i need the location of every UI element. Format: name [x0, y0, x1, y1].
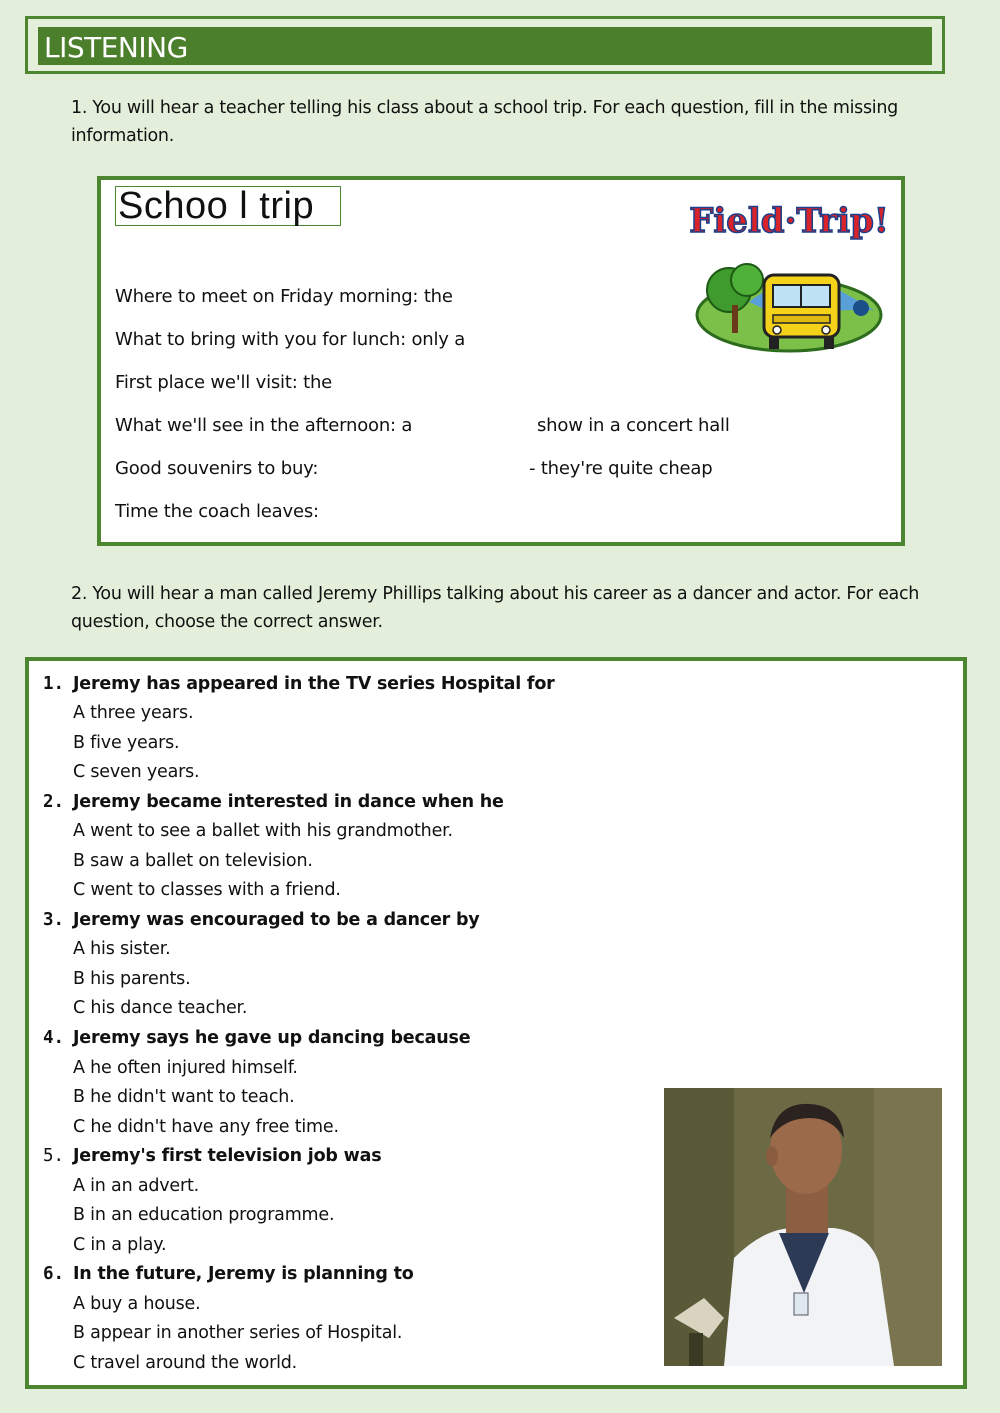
- header-frame: [25, 16, 945, 74]
- answer-option: B five years.: [73, 733, 180, 753]
- answer-option: A in an advert.: [73, 1176, 200, 1196]
- answer-option: C seven years.: [73, 762, 200, 782]
- answer-option: B his parents.: [73, 969, 191, 989]
- trip-line-4: What we'll see in the afternoon: a: [115, 415, 413, 436]
- trip-line-4-tail: show in a concert hall: [537, 415, 730, 436]
- school-trip-box: [97, 176, 905, 546]
- answer-option: C in a play.: [73, 1235, 167, 1255]
- answer-option: C went to classes with a friend.: [73, 880, 341, 900]
- field-trip-logo-text: Field·Trip!: [689, 201, 889, 241]
- question-stem: In the future, Jeremy is planning to: [73, 1264, 414, 1284]
- answer-option: A three years.: [73, 703, 194, 723]
- answer-option: A his sister.: [73, 939, 171, 959]
- questions-box: [25, 657, 967, 1389]
- answer-option: A buy a house.: [73, 1294, 201, 1314]
- question-stem: Jeremy has appeared in the TV series Hospital for: [73, 674, 555, 694]
- trip-line-3: First place we'll visit: the: [115, 372, 333, 393]
- actor-photo: [664, 1088, 942, 1366]
- answer-option: B appear in another series of Hospital.: [73, 1323, 403, 1343]
- answer-option: B he didn't want to teach.: [73, 1087, 295, 1107]
- question-stem: Jeremy became interested in dance when he: [73, 792, 504, 812]
- header-bar: [38, 27, 932, 65]
- task2-instruction: 2. You will hear a man called Jeremy Phillips talking about his career as a dancer and actor. For each question, choose the correct answer.: [71, 584, 920, 632]
- answer-option: B in an education programme.: [73, 1205, 335, 1225]
- answer-option: B saw a ballet on television.: [73, 851, 313, 871]
- trip-line-5: Good souvenirs to buy:: [115, 458, 319, 479]
- question-number: 2.: [43, 792, 65, 812]
- answer-option: A went to see a ballet with his grandmother.: [73, 821, 453, 841]
- answer-option: A he often injured himself.: [73, 1058, 298, 1078]
- question-stem: Jeremy's first television job was: [73, 1146, 382, 1166]
- answer-option: C travel around the world.: [73, 1353, 298, 1373]
- task1-instruction: 1. You will hear a teacher telling his class about a school trip. For each question, fill in the missing information.: [71, 98, 898, 146]
- question-number: 4.: [43, 1028, 65, 1048]
- question-stem: Jeremy says he gave up dancing because: [73, 1028, 471, 1048]
- field-trip-bus-logo-icon: [689, 190, 889, 355]
- question-number: 5.: [43, 1146, 65, 1166]
- trip-line-1: Where to meet on Friday morning: the: [115, 286, 453, 307]
- page-title: LISTENING: [44, 31, 188, 64]
- school-trip-title: Schoo l trip: [115, 186, 341, 226]
- answer-option: C he didn't have any free time.: [73, 1117, 339, 1137]
- answer-option: C his dance teacher.: [73, 998, 248, 1018]
- question-number: 1.: [43, 674, 65, 694]
- trip-line-5-tail: - they're quite cheap: [529, 458, 713, 479]
- question-number: 6.: [43, 1264, 65, 1284]
- trip-line-6: Time the coach leaves:: [115, 501, 319, 522]
- question-number: 3.: [43, 910, 65, 930]
- trip-line-2: What to bring with you for lunch: only a: [115, 329, 466, 350]
- question-stem: Jeremy was encouraged to be a dancer by: [73, 910, 480, 930]
